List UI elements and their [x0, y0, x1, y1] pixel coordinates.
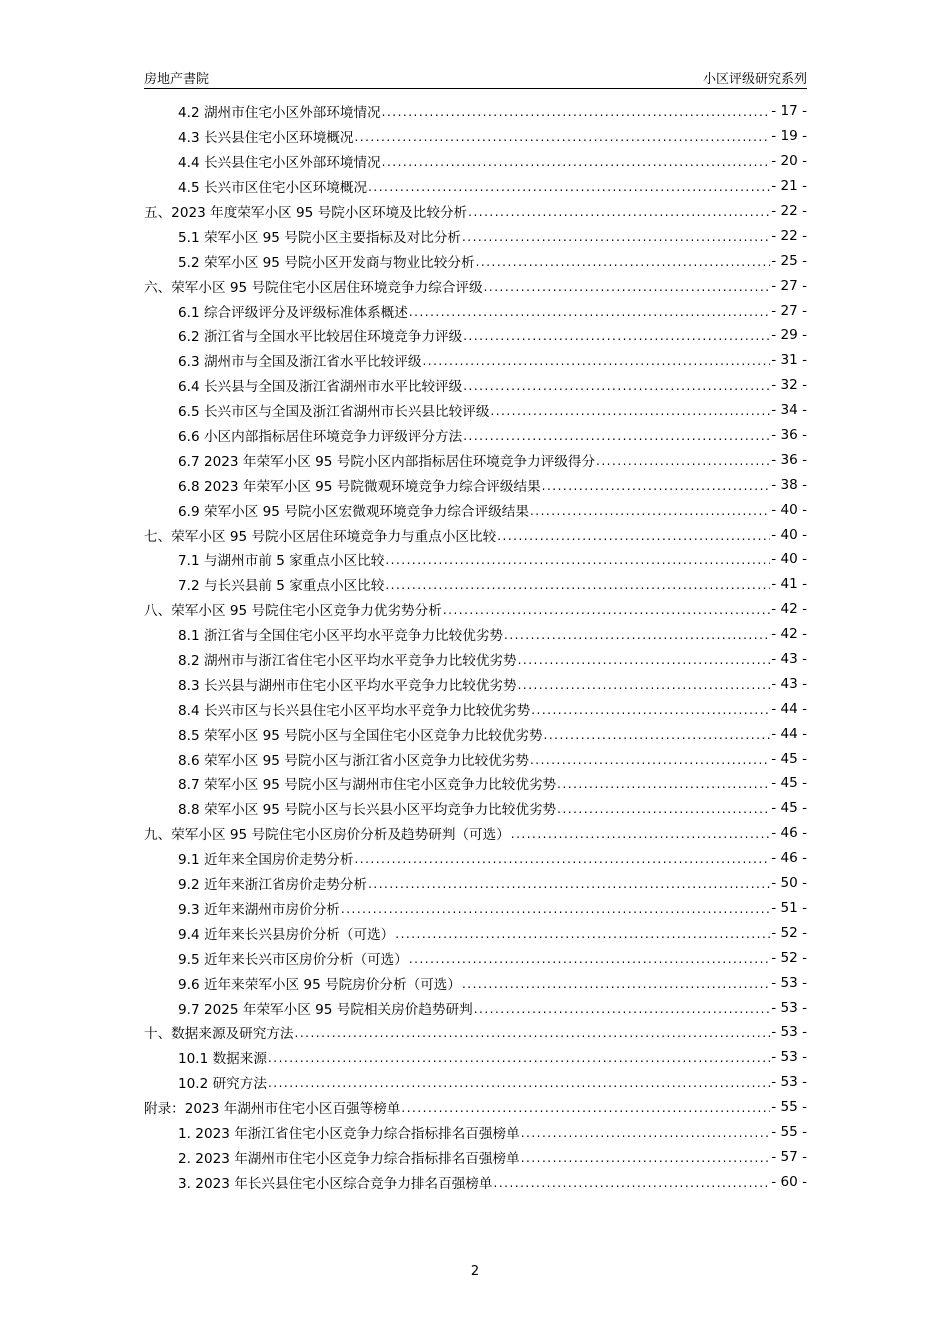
page-header: [144, 66, 807, 89]
toc-entry-title: 7.2 与长兴县前 5 家重点小区比较: [178, 578, 385, 595]
toc-entry-title: 六、荣军小区 95 号院住宅小区居住环境竞争力综合评级: [144, 279, 483, 296]
toc-entry-page: - 53 -: [771, 1049, 807, 1066]
toc-chapter-entry[interactable]: [144, 522, 807, 547]
toc-leader-dots: [268, 1051, 770, 1065]
toc-section-entry[interactable]: [144, 99, 807, 124]
toc-section-entry[interactable]: [144, 721, 807, 746]
toc-section-entry[interactable]: [144, 1169, 807, 1194]
toc-section-entry[interactable]: [144, 149, 807, 174]
toc-entry-title: 5.1 荣军小区 95 号院小区主要指标及对比分析: [178, 229, 461, 246]
toc-entry-page: - 41 -: [771, 576, 807, 593]
toc-entry-page: - 36 -: [771, 451, 807, 468]
toc-entry-page: - 55 -: [771, 1123, 807, 1140]
toc-entry-page: - 19 -: [771, 128, 807, 145]
toc-leader-dots: [354, 852, 770, 866]
toc-entry-page: - 43 -: [771, 651, 807, 668]
toc-entry-title: 10.1 数据来源: [178, 1051, 267, 1068]
toc-entry-page: - 20 -: [771, 153, 807, 170]
toc-leader-dots: [382, 155, 771, 169]
toc-entry-page: - 46 -: [771, 825, 807, 842]
toc-leader-dots: [521, 1126, 771, 1140]
toc-entry-title: 6.9 荣军小区 95 号院小区宏微观环境竞争力综合评级结果: [178, 503, 529, 520]
toc-entry-page: - 40 -: [771, 526, 807, 543]
toc-section-entry[interactable]: [144, 846, 807, 871]
toc-leader-dots: [557, 777, 770, 791]
toc-entry-title: 八、荣军小区 95 号院住宅小区竞争力优劣势分析: [144, 603, 442, 620]
toc-leader-dots: [401, 1101, 770, 1115]
toc-section-entry[interactable]: [144, 696, 807, 721]
toc-leader-dots: [494, 1176, 771, 1190]
toc-leader-dots: [544, 728, 771, 742]
toc-entry-title: 8.2 湖州市与浙江省住宅小区平均水平竞争力比较优劣势: [178, 653, 517, 670]
toc-entry-title: 9.7 2025 年荣军小区 95 号院相关房价趋势研判: [178, 1001, 473, 1018]
toc-chapter-entry[interactable]: [144, 273, 807, 298]
toc-entry-title: 8.5 荣军小区 95 号院小区与全国住宅小区竞争力比较优劣势: [178, 727, 543, 744]
toc-entry-title: 8.8 荣军小区 95 号院小区与长兴县小区平均竞争力比较优劣势: [178, 802, 557, 819]
toc-leader-dots: [382, 105, 771, 119]
toc-section-entry[interactable]: [144, 1120, 807, 1145]
toc-leader-dots: [511, 827, 770, 841]
toc-entry-page: - 36 -: [771, 427, 807, 444]
toc-section-entry[interactable]: [144, 248, 807, 273]
toc-entry-title: 10.2 研究方法: [178, 1076, 267, 1093]
toc-leader-dots: [395, 927, 770, 941]
toc-entry-title: 4.3 长兴县住宅小区环境概况: [178, 130, 354, 147]
toc-leader-dots: [409, 305, 770, 319]
toc-entry-page: - 34 -: [771, 402, 807, 419]
toc-entry-page: - 45 -: [771, 775, 807, 792]
toc-section-entry[interactable]: [144, 447, 807, 472]
toc-entry-page: - 40 -: [771, 551, 807, 568]
toc-section-entry[interactable]: [144, 298, 807, 323]
toc-entry-page: - 51 -: [771, 899, 807, 916]
toc-section-entry[interactable]: [144, 920, 807, 945]
toc-entry-title: 9.6 近年来荣军小区 95 号院房价分析（可选）: [178, 976, 461, 993]
toc-entry-page: - 38 -: [771, 476, 807, 493]
toc-entry-page: - 57 -: [771, 1148, 807, 1165]
toc-section-entry[interactable]: [144, 223, 807, 248]
toc-entry-title: 6.4 长兴县与全国及浙江省湖州市水平比较评级: [178, 379, 463, 396]
toc-leader-dots: [542, 479, 771, 493]
toc-chapter-entry[interactable]: [144, 199, 807, 224]
toc-section-entry[interactable]: [144, 373, 807, 398]
toc-leader-dots: [518, 653, 771, 667]
toc-leader-dots: [368, 180, 770, 194]
toc-entry-title: 3. 2023 年长兴县住宅小区综合竞争力排名百强榜单: [178, 1175, 493, 1192]
toc-section-entry[interactable]: [144, 497, 807, 522]
toc-entry-title: 8.4 长兴市区与长兴县住宅小区平均水平竞争力比较优劣势: [178, 702, 531, 719]
toc-entry-page: - 27 -: [771, 277, 807, 294]
toc-entry-title: 5.2 荣军小区 95 号院小区开发商与物业比较分析: [178, 254, 475, 271]
toc-leader-dots: [468, 205, 770, 219]
toc-entry-title: 6.8 2023 年荣军小区 95 号院微观环境竞争力综合评级结果: [178, 478, 541, 495]
toc-leader-dots: [368, 877, 770, 891]
toc-entry-page: - 55 -: [771, 1099, 807, 1116]
toc-entry-page: - 22 -: [771, 203, 807, 219]
toc-leader-dots: [484, 280, 771, 294]
toc-entry-title: 8.1 浙江省与全国住宅小区平均水平竞争力比较优劣势: [178, 628, 504, 645]
toc-section-entry[interactable]: [144, 423, 807, 448]
toc-leader-dots: [490, 404, 770, 418]
toc-entry-page: - 32 -: [771, 377, 807, 394]
header-right-title: 小区评级研究系列: [702, 72, 807, 87]
toc-entry-page: - 43 -: [771, 675, 807, 692]
toc-entry-title: 6.3 湖州市与全国及浙江省水平比较评级: [178, 354, 422, 371]
toc-entry-page: - 44 -: [771, 700, 807, 717]
toc-leader-dots: [474, 1002, 771, 1016]
toc-entry-title: 九、荣军小区 95 号院住宅小区房价分析及趋势研判（可选）: [144, 827, 510, 844]
toc-entry-page: - 60 -: [771, 1173, 807, 1190]
toc-entry-title: 9.2 近年来浙江省房价走势分析: [178, 877, 368, 894]
toc-leader-dots: [354, 130, 770, 144]
toc-entry-page: - 17 -: [771, 103, 807, 120]
toc-entry-title: 6.2 浙江省与全国水平比较居住环境竞争力评级: [178, 329, 463, 346]
toc-section-entry[interactable]: [144, 896, 807, 921]
toc-leader-dots: [385, 553, 770, 567]
toc-leader-dots: [385, 578, 770, 592]
toc-leader-dots: [463, 329, 770, 343]
table-of-contents: [144, 99, 807, 1194]
toc-entry-title: 7.1 与湖州市前 5 家重点小区比较: [178, 553, 385, 570]
toc-entry-title: 2. 2023 年湖州市住宅小区竞争力综合指标排名百强榜单: [178, 1150, 520, 1167]
toc-entry-title: 9.1 近年来全国房价走势分析: [178, 852, 354, 869]
toc-entry-page: - 46 -: [771, 850, 807, 867]
toc-entry-page: - 29 -: [771, 327, 807, 344]
toc-leader-dots: [463, 379, 770, 393]
toc-entry-page: - 31 -: [771, 352, 807, 369]
toc-leader-dots: [596, 454, 770, 468]
toc-entry-title: 9.3 近年来湖州市房价分析: [178, 901, 340, 918]
toc-section-entry[interactable]: [144, 1144, 807, 1169]
toc-leader-dots: [443, 603, 770, 617]
toc-entry-title: 9.5 近年来长兴市区房价分析（可选）: [178, 951, 408, 968]
toc-section-entry[interactable]: [144, 671, 807, 696]
toc-section-entry[interactable]: [144, 622, 807, 647]
toc-leader-dots: [341, 902, 770, 916]
toc-section-entry[interactable]: [144, 124, 807, 149]
toc-section-entry[interactable]: [144, 746, 807, 771]
toc-section-entry[interactable]: [144, 348, 807, 373]
toc-leader-dots: [463, 429, 770, 443]
toc-leader-dots: [476, 255, 771, 269]
page-number: 2: [470, 1264, 480, 1279]
toc-leader-dots: [530, 753, 770, 767]
toc-section-entry[interactable]: [144, 174, 807, 199]
toc-entry-page: - 44 -: [771, 725, 807, 742]
toc-leader-dots: [462, 977, 770, 991]
toc-leader-dots: [521, 1151, 771, 1165]
toc-leader-dots: [531, 703, 770, 717]
toc-entry-page: - 42 -: [771, 601, 807, 618]
toc-leader-dots: [530, 504, 770, 518]
toc-entry-title: 附录：2023 年湖州市住宅小区百强等榜单: [144, 1101, 401, 1118]
toc-section-entry[interactable]: [144, 323, 807, 348]
header-left-title: 房地产書院: [144, 72, 210, 87]
toc-entry-title: 七、荣军小区 95 号院小区居住环境竞争力与重点小区比较: [144, 528, 497, 545]
toc-leader-dots: [295, 1026, 771, 1040]
toc-entry-title: 1. 2023 年浙江省住宅小区竞争力综合指标排名百强榜单: [178, 1125, 520, 1142]
toc-entry-title: 6.1 综合评级评分及评级标准体系概述: [178, 304, 408, 321]
toc-section-entry[interactable]: [144, 771, 807, 796]
toc-section-entry[interactable]: [144, 796, 807, 821]
toc-entry-title: 4.2 湖州市住宅小区外部环境情况: [178, 105, 381, 122]
toc-entry-page: - 52 -: [771, 949, 807, 966]
toc-entry-page: - 53 -: [771, 1024, 807, 1041]
toc-section-entry[interactable]: [144, 572, 807, 597]
toc-leader-dots: [422, 354, 770, 368]
toc-entry-page: - 45 -: [771, 750, 807, 767]
toc-entry-title: 8.6 荣军小区 95 号院小区与浙江省小区竞争力比较优劣势: [178, 752, 529, 769]
toc-leader-dots: [462, 230, 770, 244]
toc-entry-page: - 25 -: [771, 252, 807, 269]
toc-leader-dots: [409, 952, 770, 966]
toc-entry-title: 6.5 长兴市区与全国及浙江省湖州市长兴县比较评级: [178, 404, 490, 421]
toc-section-entry[interactable]: [144, 647, 807, 672]
toc-section-entry[interactable]: [144, 1045, 807, 1070]
toc-entry-title: 8.7 荣军小区 95 号院小区与湖州市住宅小区竞争力比较优劣势: [178, 777, 557, 794]
toc-leader-dots: [518, 678, 771, 692]
toc-entry-page: - 27 -: [771, 302, 807, 319]
toc-entry-title: 6.7 2023 年荣军小区 95 号院小区内部指标居住环境竞争力评级得分: [178, 453, 596, 470]
toc-leader-dots: [557, 802, 770, 816]
toc-entry-page: - 40 -: [771, 501, 807, 518]
toc-entry-title: 6.6 小区内部指标居住环境竞争力评级评分方法: [178, 429, 463, 446]
toc-entry-page: - 52 -: [771, 924, 807, 941]
toc-entry-title: 五、2023 年度荣军小区 95 号院小区环境及比较分析: [144, 205, 468, 221]
toc-section-entry[interactable]: [144, 871, 807, 896]
toc-entry-page: - 53 -: [771, 999, 807, 1016]
toc-section-entry[interactable]: [144, 1070, 807, 1095]
toc-section-entry[interactable]: [144, 547, 807, 572]
toc-entry-page: - 21 -: [771, 178, 807, 195]
toc-leader-dots: [504, 628, 770, 642]
toc-entry-title: 十、数据来源及研究方法: [144, 1026, 294, 1043]
toc-section-entry[interactable]: [144, 945, 807, 970]
toc-entry-page: - 53 -: [771, 974, 807, 991]
toc-chapter-entry[interactable]: [144, 1020, 807, 1045]
toc-chapter-entry[interactable]: [144, 821, 807, 846]
toc-entry-page: - 22 -: [771, 227, 807, 244]
toc-entry-page: - 53 -: [771, 1074, 807, 1091]
toc-section-entry[interactable]: [144, 995, 807, 1020]
toc-entry-page: - 42 -: [771, 626, 807, 643]
toc-section-entry[interactable]: [144, 472, 807, 497]
toc-leader-dots: [497, 529, 770, 543]
toc-entry-title: 9.4 近年来长兴县房价分析（可选）: [178, 926, 395, 943]
toc-entry-title: 8.3 长兴县与湖州市住宅小区平均水平竞争力比较优劣势: [178, 677, 517, 694]
toc-entry-title: 4.5 长兴市区住宅小区环境概况: [178, 180, 368, 197]
toc-chapter-entry[interactable]: [144, 597, 807, 622]
toc-entry-title: 4.4 长兴县住宅小区外部环境情况: [178, 155, 381, 172]
toc-section-entry[interactable]: [144, 398, 807, 423]
toc-section-entry[interactable]: [144, 970, 807, 995]
toc-chapter-entry[interactable]: [144, 1095, 807, 1120]
toc-leader-dots: [268, 1076, 770, 1090]
toc-entry-page: - 50 -: [771, 875, 807, 892]
toc-entry-page: - 45 -: [771, 800, 807, 817]
